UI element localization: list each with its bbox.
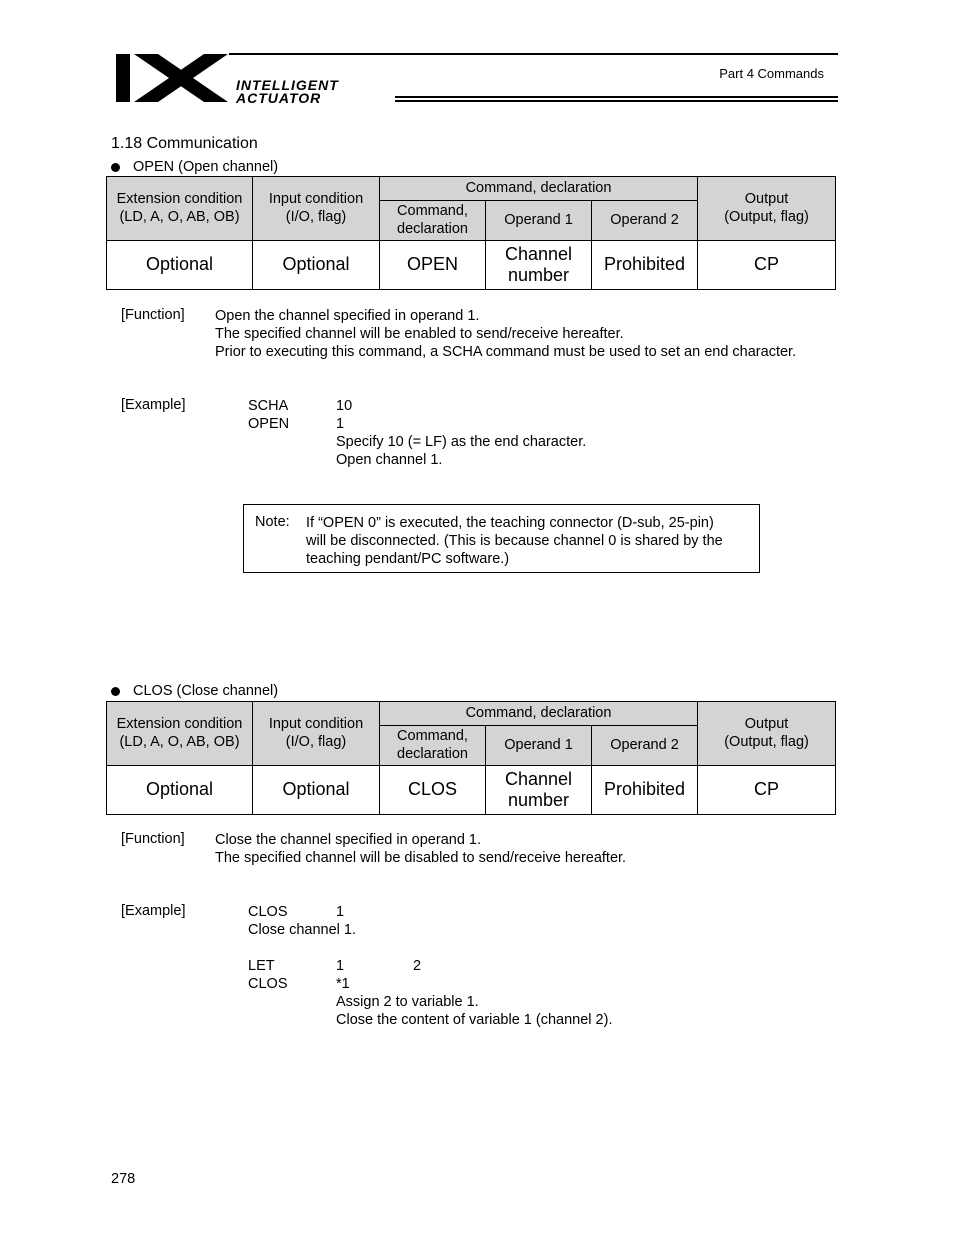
open-example-cmd-2: OPEN xyxy=(248,416,290,432)
cell-output: CP xyxy=(698,241,836,290)
bullet-icon xyxy=(111,687,120,696)
header-extension: Extension condition (LD, A, O, AB, OB) xyxy=(107,702,253,766)
header-command-group: Command, declaration xyxy=(380,702,698,726)
header-rule-bottom xyxy=(395,96,838,98)
logo-mark xyxy=(116,54,228,102)
clos-bullet-text: CLOS (Close channel) xyxy=(133,683,279,699)
open-bullet-text: OPEN (Open channel) xyxy=(133,159,279,175)
open-function-label: [Function] xyxy=(121,307,185,323)
open-example-cmd-1: SCHA xyxy=(248,398,289,414)
clos-example1-desc: Close channel 1. xyxy=(248,922,357,938)
header-input: Input condition (I/O, flag) xyxy=(253,177,380,241)
intelligent-actuator-logo xyxy=(116,52,398,104)
open-example-op-2: 1 xyxy=(336,416,345,432)
open-example-label: [Example] xyxy=(121,397,186,413)
header-command: Command, declaration xyxy=(380,726,486,766)
part-heading: Part 4 Commands xyxy=(719,66,824,81)
clos-example2-cmd-1: LET xyxy=(248,958,275,974)
clos-function-label: [Function] xyxy=(121,831,185,847)
clos-example-label: [Example] xyxy=(121,903,186,919)
clos-example1-op: 1 xyxy=(336,904,345,920)
cell-operand1: Channel number xyxy=(486,766,592,815)
cell-input: Optional xyxy=(253,241,380,290)
header-rule-top xyxy=(229,53,838,55)
section-title: 1.18 Communication xyxy=(111,135,258,152)
header-operand2: Operand 2 xyxy=(592,201,698,241)
header-output: Output (Output, flag) xyxy=(698,177,836,241)
clos-function-text: Close the channel specified in operand 1. The specified channel will be disabled to send/receive hereafter. xyxy=(215,832,627,866)
clos-example2-op1-1: 1 xyxy=(336,958,345,974)
header-output: Output (Output, flag) xyxy=(698,702,836,766)
header-input: Input condition (I/O, flag) xyxy=(253,702,380,766)
header-command: Command, declaration xyxy=(380,201,486,241)
open-example-op-1: 10 xyxy=(336,398,353,414)
clos-example1-cmd: CLOS xyxy=(248,904,288,920)
clos-example2-op1-2: *1 xyxy=(336,976,350,992)
note-label: Note: xyxy=(255,514,290,530)
page-number: 278 xyxy=(111,1171,136,1187)
logo-line2: ACTUATOR xyxy=(236,90,322,104)
header-command-group: Command, declaration xyxy=(380,177,698,201)
cell-command: CLOS xyxy=(380,766,486,815)
open-example-desc: Specify 10 (= LF) as the end character. Open channel 1. xyxy=(336,434,587,468)
open-function-text: Open the channel specified in operand 1. The specified channel will be enabled to send/receive hereafter. Prior to executing this command, a SCHA command must be used to set an end character. xyxy=(215,308,797,360)
cell-input: Optional xyxy=(253,766,380,815)
cell-extension: Optional xyxy=(107,766,253,815)
bullet-icon xyxy=(111,163,120,172)
header-rule-bottom-2 xyxy=(395,100,838,102)
clos-example2-op2-1: 2 xyxy=(413,958,422,974)
clos-example2-cmd-2: CLOS xyxy=(248,976,288,992)
cell-operand2: Prohibited xyxy=(592,766,698,815)
header-operand1: Operand 1 xyxy=(486,201,592,241)
cell-command: OPEN xyxy=(380,241,486,290)
open-note-box xyxy=(243,504,760,573)
logo-line1: INTELLIGENT xyxy=(236,77,339,93)
header-extension: Extension condition (LD, A, O, AB, OB) xyxy=(107,177,253,241)
cell-extension: Optional xyxy=(107,241,253,290)
note-text: If “OPEN 0” is executed, the teaching connector (D-sub, 25-pin) will be disconnected. (This is because channel 0 is shared by the teaching pendant/PC software.) xyxy=(306,515,723,567)
cell-operand1: Channel number xyxy=(486,241,592,290)
clos-example2-desc: Assign 2 to variable 1. Close the content of variable 1 (channel 2). xyxy=(336,994,613,1028)
header-operand1: Operand 1 xyxy=(486,726,592,766)
clos-command-table xyxy=(106,701,836,815)
open-command-table xyxy=(106,176,836,290)
cell-output: CP xyxy=(698,766,836,815)
open-bullet xyxy=(111,159,278,175)
clos-bullet xyxy=(111,683,278,699)
cell-operand2: Prohibited xyxy=(592,241,698,290)
header-operand2: Operand 2 xyxy=(592,726,698,766)
